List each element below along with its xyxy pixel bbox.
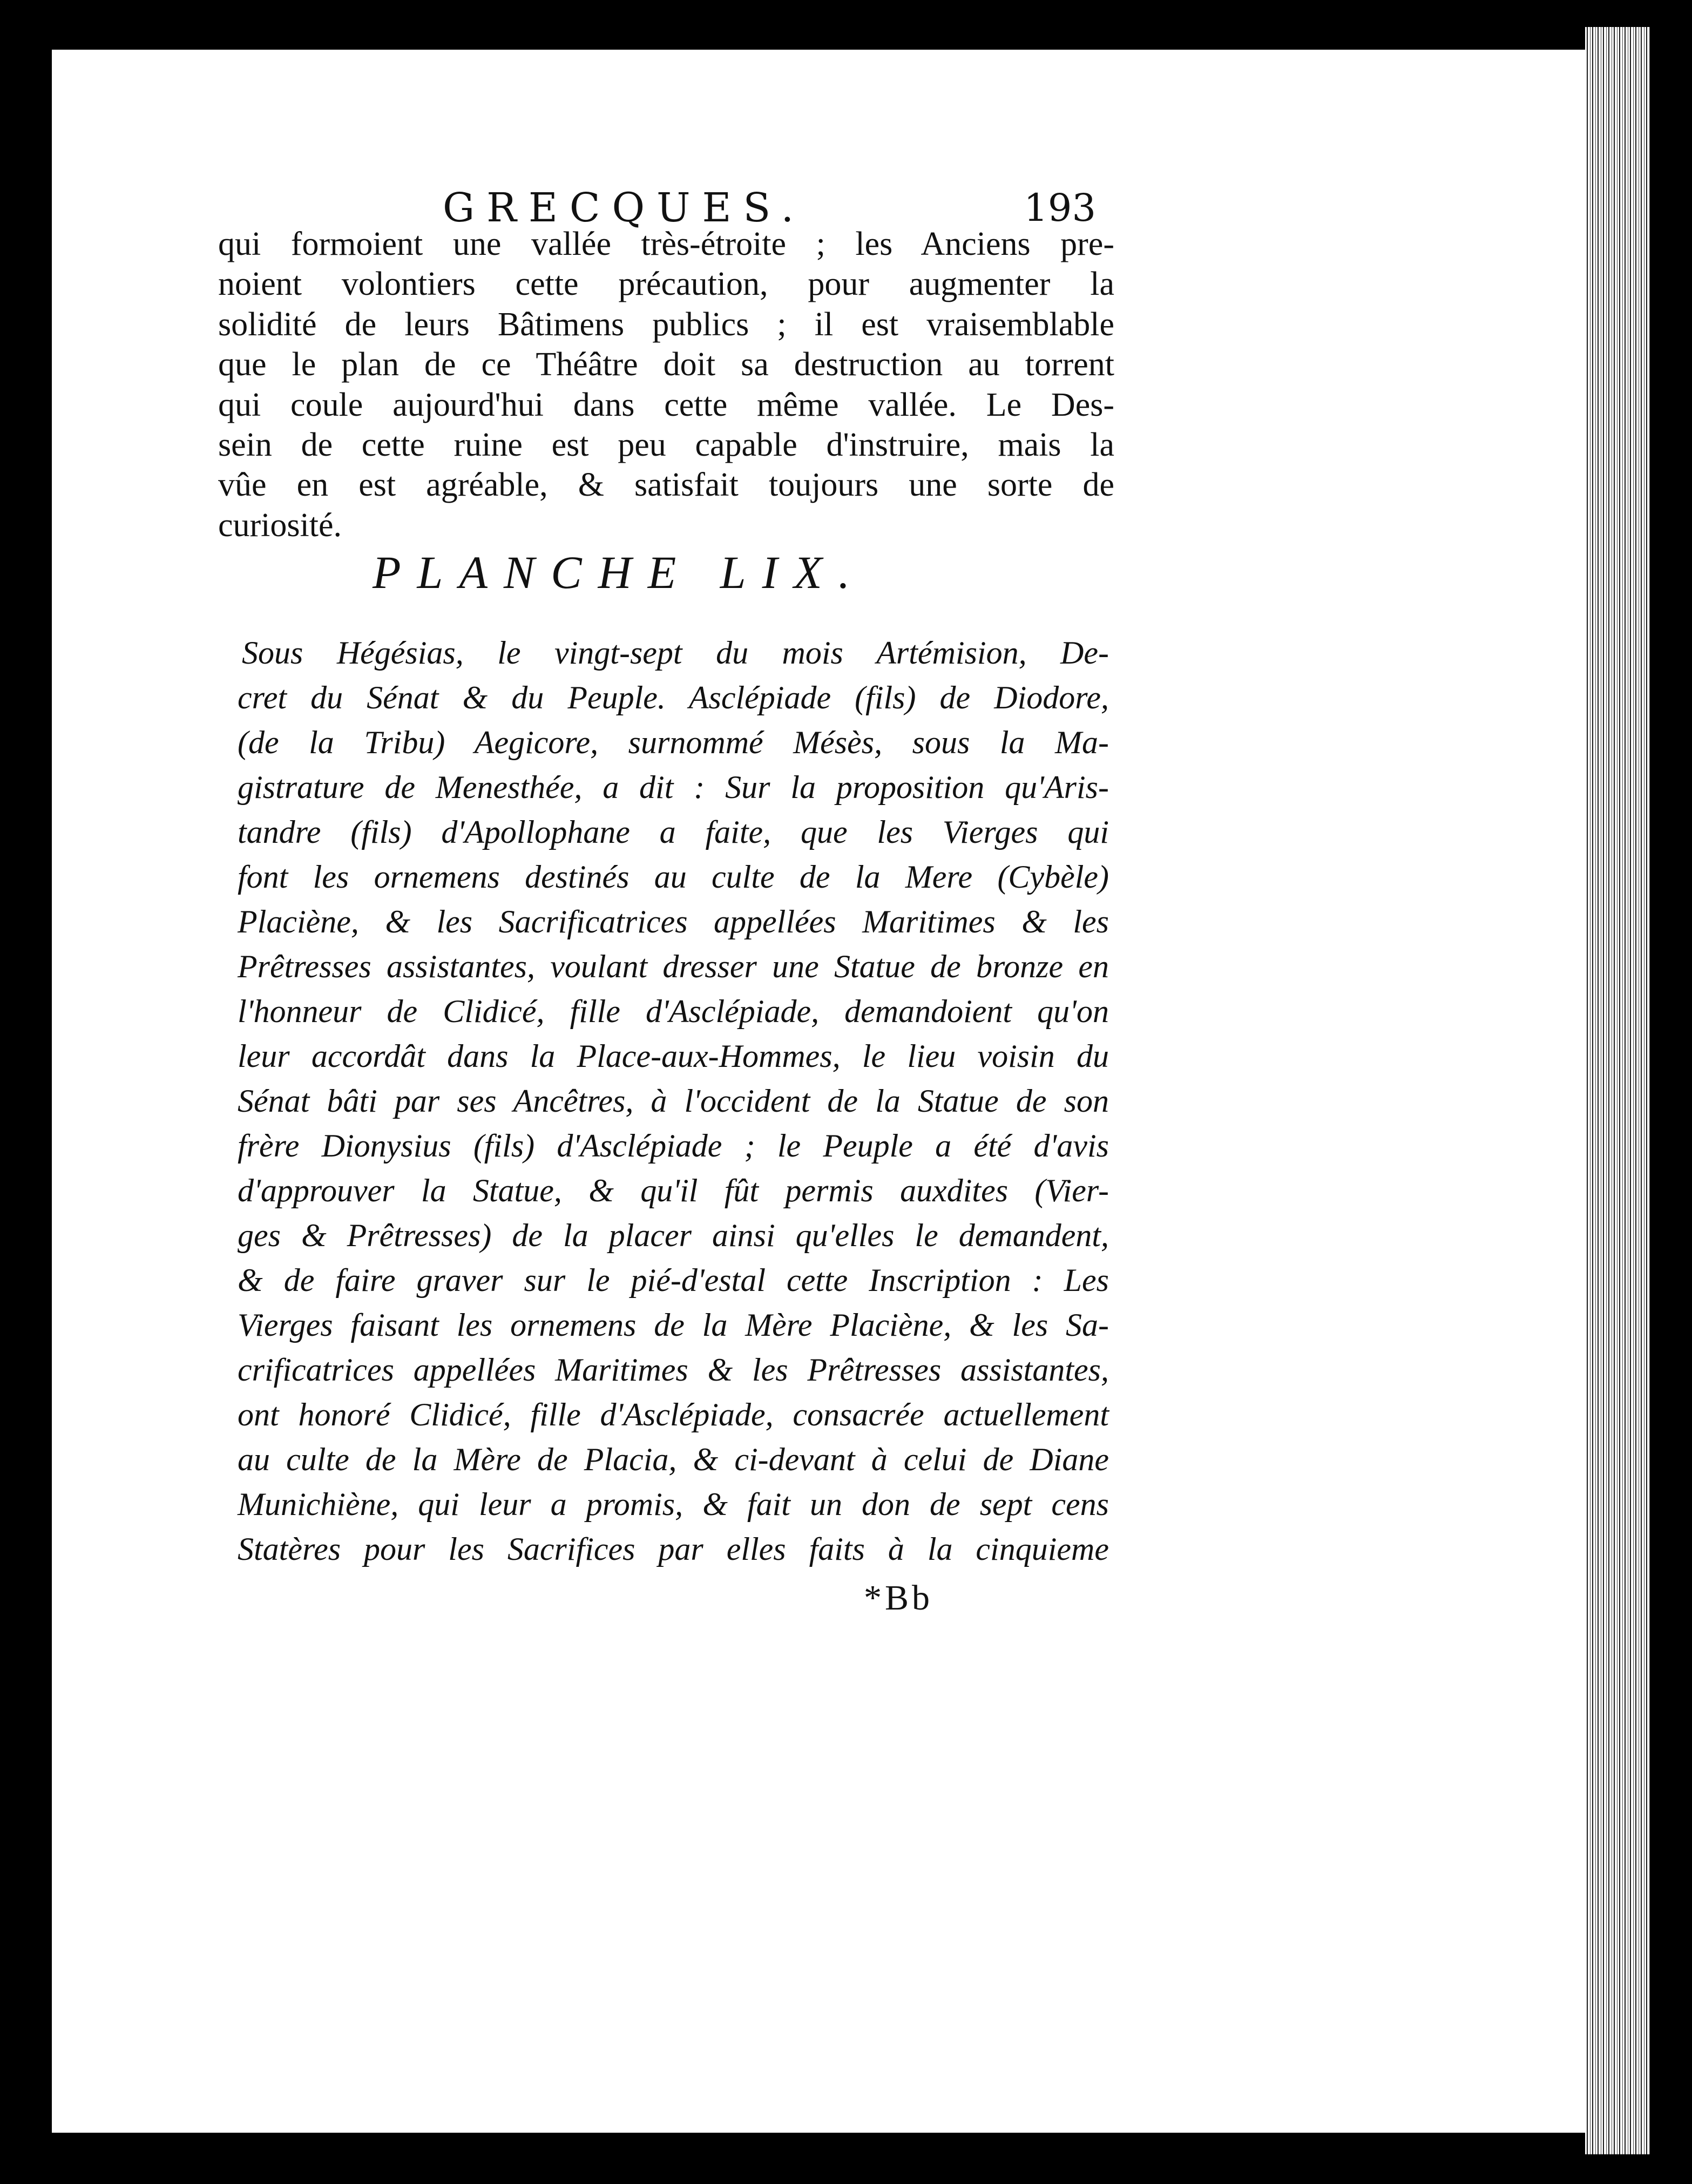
text-line: Munichiène, qui leur a promis, & fait un don de sept cens bbox=[238, 1486, 1109, 1522]
page-number: 193 bbox=[1024, 186, 1096, 230]
text-line: Placiène, & les Sacrificatrices appellées Maritimes & les bbox=[238, 904, 1109, 939]
text-line: que le plan de ce Théâtre doit sa destruction au torrent bbox=[218, 346, 1114, 383]
text-line: vûe en est agréable, & satisfait toujours une sorte de bbox=[218, 466, 1114, 504]
text-line: font les ornemens destinés au culte de la Mere (Cybèle) bbox=[238, 859, 1109, 895]
text-line: d'approuver la Statue, & qu'il fût permis auxdites (Vier- bbox=[238, 1173, 1109, 1208]
text-line: qui coule aujourd'hui dans cette même vallée. Le Des- bbox=[218, 386, 1114, 423]
text-line: Prêtresses assistantes, voulant dresser une Statue de bronze en bbox=[238, 949, 1109, 984]
text-line: cret du Sénat & du Peuple. Asclépiade (fils) de Diodore, bbox=[238, 680, 1109, 715]
text-line: Sous Hégésias, le vingt-sept du mois Artémision, De- bbox=[242, 635, 1109, 671]
text-line: ont honoré Clidicé, fille d'Asclépiade, consacrée actuellement bbox=[238, 1397, 1109, 1432]
text-line: leur accordât dans la Place-aux-Hommes, le lieu voisin du bbox=[238, 1038, 1109, 1074]
text-line: curiosité. bbox=[218, 506, 342, 544]
text-line: crificatrices appellées Maritimes & les Prêtresses assistantes, bbox=[238, 1352, 1109, 1388]
text-line: frère Dionysius (fils) d'Asclépiade ; le Peuple a été d'avis bbox=[238, 1128, 1109, 1164]
signature-mark: *Bb bbox=[864, 1578, 933, 1618]
text-line: noient volontiers cette précaution, pour augmenter la bbox=[218, 266, 1114, 303]
running-title: GRECQUES. bbox=[443, 185, 806, 231]
text-line: solidité de leurs Bâtimens publics ; il est vraisemblable bbox=[218, 306, 1114, 343]
paragraph-continuation bbox=[218, 224, 1114, 545]
text-line: ges & Prêtresses) de la placer ainsi qu'elles le demandent, bbox=[238, 1218, 1109, 1253]
text-line: Statères pour les Sacrifices par elles faits à la cinquieme bbox=[238, 1531, 1109, 1567]
text-line: & de faire graver sur le pié-d'estal cette Inscription : Les bbox=[238, 1262, 1109, 1298]
decree-translation bbox=[238, 631, 1109, 1572]
text-line: gistrature de Menesthée, a dit : Sur la proposition qu'Aris- bbox=[238, 769, 1109, 805]
text-line: (de la Tribu) Aegicore, surnommé Mésès, sous la Ma- bbox=[238, 725, 1109, 760]
text-line: Vierges faisant les ornemens de la Mère Placiène, & les Sa- bbox=[238, 1307, 1109, 1343]
scan-border bbox=[1650, 0, 1692, 2184]
text-line: qui formoient une vallée très-étroite ; les Anciens pre- bbox=[218, 226, 1114, 262]
plate-heading: PLANCHE LIX. bbox=[373, 546, 867, 598]
text-line: l'honneur de Clidicé, fille d'Asclépiade, demandoient qu'on bbox=[238, 993, 1109, 1029]
text-line: Sénat bâti par ses Ancêtres, à l'occident de la Statue de son bbox=[238, 1083, 1109, 1119]
text-line: au culte de la Mère de Placia, & ci-devant à celui de Diane bbox=[238, 1442, 1109, 1477]
text-line: sein de cette ruine est peu capable d'instruire, mais la bbox=[218, 426, 1114, 463]
page-edge-stack bbox=[1585, 27, 1650, 2154]
text-line: tandre (fils) d'Apollophane a faite, que les Vierges qui bbox=[238, 814, 1109, 850]
